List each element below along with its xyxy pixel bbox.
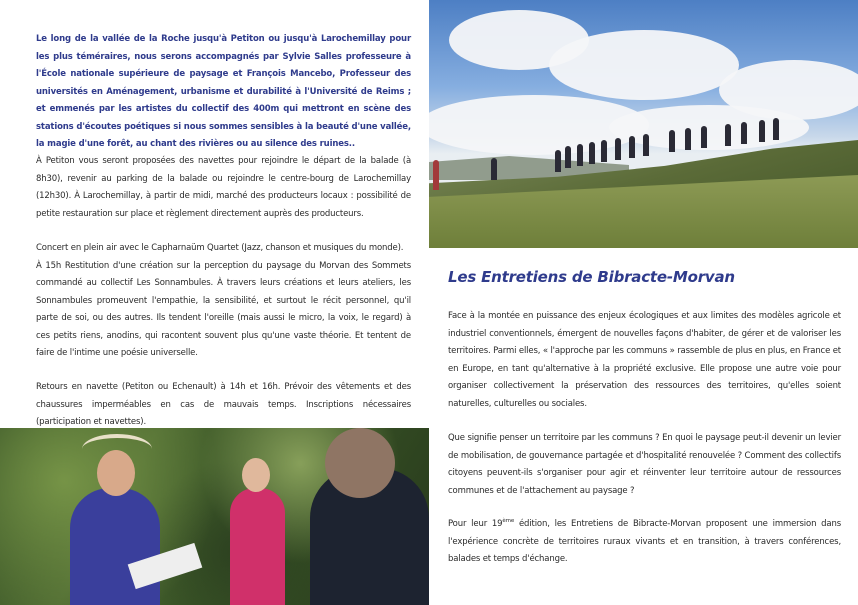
- questions-text: Que signifie penser un territoire par les communs ? En quoi le paysage peut-il devenir un levier de mobilisation, de gouvernance partagée et d'hospitalité renouvelée ? Comment des collectifs citoyens peuvent-ils s'organiser pour agir et réinventer leur territoire autour de ressources communes et de l'attachement au paysage ?: [448, 433, 841, 496]
- listener-face: [242, 458, 270, 492]
- intro-paragraph: [36, 31, 411, 154]
- performer-figure: [70, 488, 160, 605]
- listener-figure: [230, 488, 285, 605]
- communs-text: Face à la montée en puissance des enjeux écologiques et aux limites des modèles agricole et industriel conventionnels, émergent de nouvelles façons d'habiter, de gérer et de valoriser les territoires. Parmi elles, « l'approche par les communs » rassemble de plus en plus, en France et en Europe, en tant qu'alternative à la propriété exclusive. Elle propose une autre voie pour organiser collectivement la préservation des ressources des territoires, qu'elles soient naturelles, culturelles ou sociales.: [448, 311, 841, 409]
- edition-superscript: ème: [502, 518, 515, 525]
- hiker: [725, 124, 731, 146]
- edition-paragraph: [448, 516, 841, 569]
- retours-paragraph: [36, 379, 411, 432]
- hiker: [601, 140, 607, 162]
- section-heading: Les Entretiens de Bibracte-Morvan: [448, 268, 735, 286]
- hiker: [685, 128, 691, 150]
- concert-text: Concert en plein air avec le Capharnaüm Quartet (Jazz, chanson et musiques du monde).: [36, 243, 404, 253]
- antler-headdress: [82, 434, 152, 464]
- retours-text: Retours en navette (Petiton ou Echenault) à 14h et 16h. Prévoir des vêtements et des chaussures imperméables en cas de mauvais temps. Inscriptions nécessaires (participation et navettes).: [36, 382, 411, 427]
- hiker: [669, 130, 675, 152]
- edition-text: [448, 516, 841, 569]
- hiker: [433, 160, 439, 190]
- forest-performance-photo: [0, 428, 429, 605]
- questions-paragraph: [448, 430, 841, 500]
- hiker: [577, 144, 583, 166]
- right-page: [429, 0, 858, 605]
- hiker: [629, 136, 635, 158]
- edition-text-start: Pour leur 19: [448, 519, 503, 529]
- intro-text: Le long de la vallée de la Roche jusqu'à Petiton ou jusqu'à Larochemillay pour les plus téméraires, nous serons accompagnés par Sylvie Salles professeure à l'École nationale supérieure de paysage et François Mancebo, Professeur des universités en Aménagement, urbanisme et durabilité à l'Université de Reims ; et emmenés par les artistes du collectif des 400m qui mettront en scène des stations d'écoutes poétiques si nous sommes sensibles à la beauté d'une vallée, la magie d'une forêt, au chant des rivières ou au silence des ruines..: [36, 34, 411, 149]
- hiker: [565, 146, 571, 168]
- cloud: [609, 105, 809, 150]
- hiker: [615, 138, 621, 160]
- navettes-paragraph: [36, 153, 411, 223]
- hiker: [555, 150, 561, 172]
- concert-paragraph: [36, 240, 411, 363]
- hiker: [701, 126, 707, 148]
- restitution-text: À 15h Restitution d'une création sur la perception du paysage du Morvan des Sommets commandé au collectif Les Sonnambules. À travers leurs créations et leurs ateliers, les Sonnambules promeuvent l'empathie, la sensibilité, et surtout le récit personnel, qu'il parte de soi, ou des autres. Ils tendent l'oreille (mais aussi le micro, la voix, le regard) à ces petits riens, anodins, qui racontent souvent plus qu'une vaste théorie. Et tentent de faire de l'intime une poésie universelle.: [36, 260, 411, 358]
- cloud: [549, 30, 739, 100]
- hiker: [741, 122, 747, 144]
- communs-paragraph: [448, 308, 841, 413]
- edition-text-end: édition, les Entretiens de Bibracte-Morvan proposent une immersion dans l'expérience concrète de territoires ruraux vivants et en transition, à travers conférences, balades et temps d'échange.: [448, 519, 841, 564]
- hiker: [773, 118, 779, 140]
- hiker: [759, 120, 765, 142]
- hiker: [643, 134, 649, 156]
- hikers-ridge-photo: [429, 0, 858, 248]
- foreground-listener-head: [325, 428, 395, 498]
- hiker: [589, 142, 595, 164]
- hiker: [491, 158, 497, 180]
- navettes-text: À Petiton vous seront proposées des navettes pour rejoindre le départ de la balade (à 8h30), revenir au parking de la balade ou rejoindre le centre-bourg de Larochemillay (12h30). À Larochemillay, à partir de midi, marché des producteurs locaux : possibilité de petite restauration sur place et règlement directement auprès des producteurs.: [36, 156, 411, 219]
